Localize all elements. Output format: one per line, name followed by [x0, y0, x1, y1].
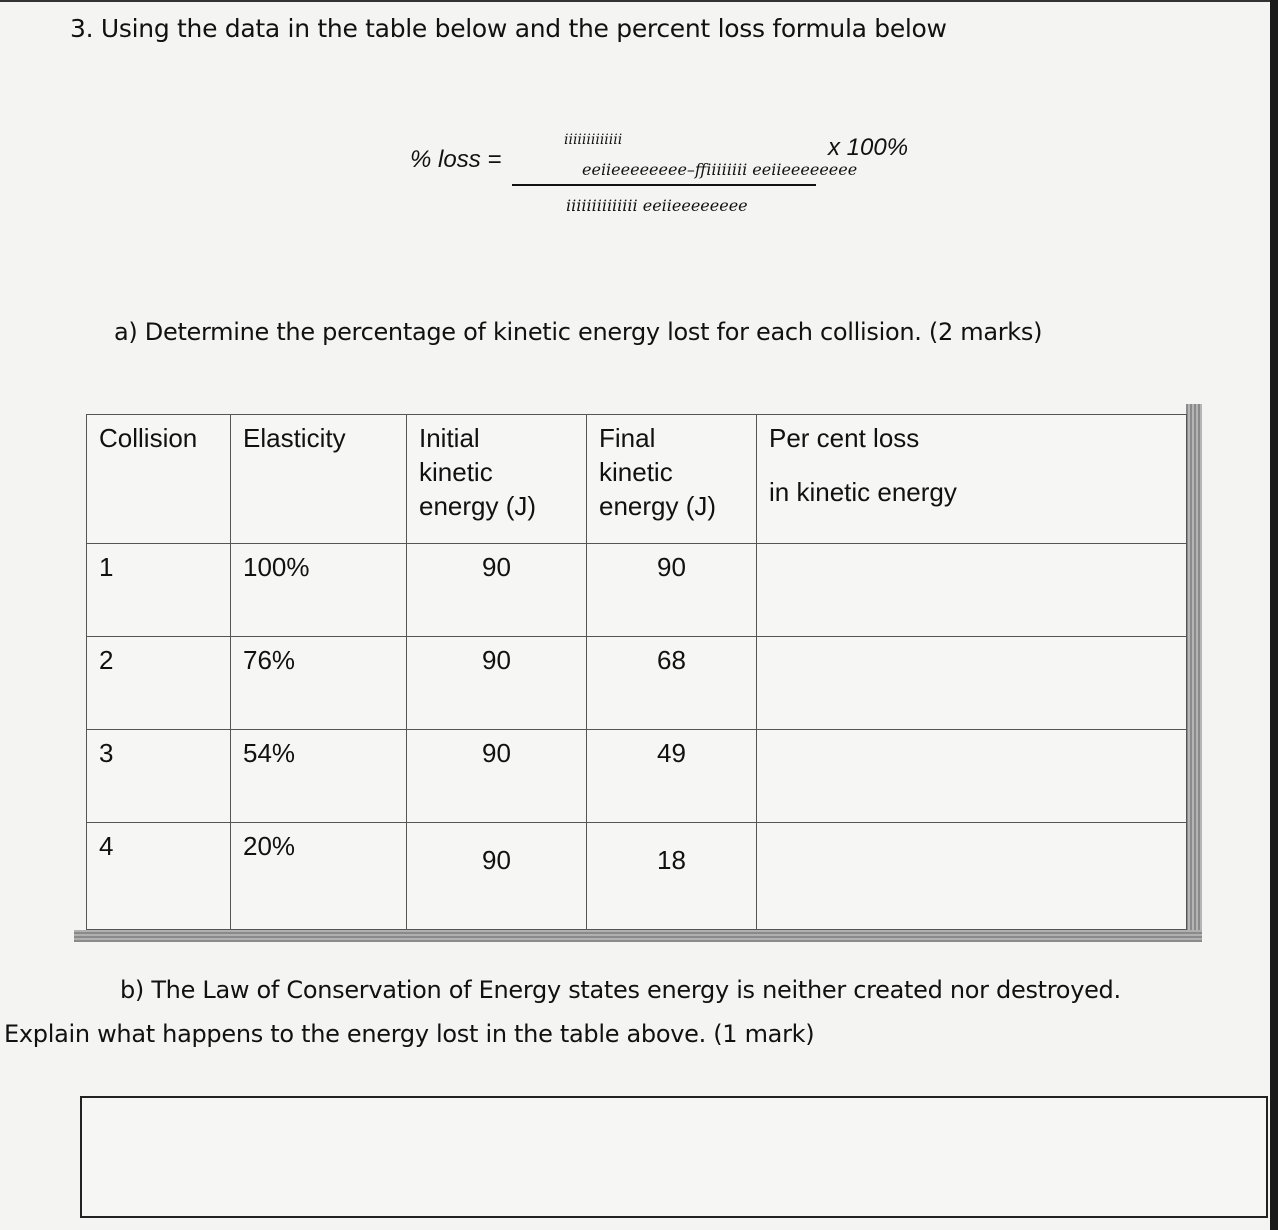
- cell-percent-loss-answer[interactable]: [757, 823, 1187, 930]
- header-final-line-1: Final: [599, 423, 656, 453]
- collision-data-table: [86, 414, 1187, 930]
- table-row: [87, 544, 1187, 637]
- table-row: [87, 637, 1187, 730]
- table-header-row: [87, 415, 1187, 544]
- cell-initial-ke: 90: [407, 823, 587, 930]
- cell-collision: 2: [87, 637, 231, 730]
- header-elasticity: Elasticity: [231, 415, 407, 544]
- collision-table-wrapper: [86, 414, 1186, 898]
- header-final-line-3: energy (J): [599, 491, 717, 521]
- header-initial-line-3: energy (J): [419, 491, 537, 521]
- question-title: 3. Using the data in the table below and the percent loss formula below: [70, 14, 947, 43]
- part-b-statement: b) The Law of Conservation of Energy states energy is neither created nor destroyed.: [120, 976, 1121, 1004]
- cell-elasticity: 76%: [231, 637, 407, 730]
- header-loss-line-1: Per cent loss: [769, 423, 920, 453]
- cell-final-ke: 18: [587, 823, 757, 930]
- cell-elasticity: 100%: [231, 544, 407, 637]
- cell-percent-loss-answer[interactable]: [757, 730, 1187, 823]
- table-scan-shadow-right: [1186, 404, 1202, 942]
- cell-initial-ke: 90: [407, 730, 587, 823]
- cell-collision: 1: [87, 544, 231, 637]
- formula-multiplier: x 100%: [828, 134, 909, 161]
- formula-label: % loss =: [410, 146, 502, 173]
- page-right-edge: [1270, 0, 1278, 1230]
- cell-elasticity: 20%: [231, 823, 407, 930]
- cell-initial-ke: 90: [407, 637, 587, 730]
- header-collision: Collision: [87, 415, 231, 544]
- formula-numerator-top: iiiiiiiiiiiii: [564, 132, 623, 148]
- header-loss-gap: [769, 455, 1174, 475]
- cell-final-ke: 68: [587, 637, 757, 730]
- cell-collision: 3: [87, 730, 231, 823]
- header-final-line-2: kinetic: [599, 457, 673, 487]
- part-a-instruction: a) Determine the percentage of kinetic energy lost for each collision. (2 marks): [114, 318, 1043, 346]
- top-border-rule: [0, 0, 1278, 12]
- header-initial-line-2: kinetic: [419, 457, 493, 487]
- cell-initial-ke: 90: [407, 544, 587, 637]
- cell-elasticity: 54%: [231, 730, 407, 823]
- header-percent-loss: [757, 415, 1187, 544]
- percent-loss-formula: [410, 128, 930, 228]
- table-row: [87, 730, 1187, 823]
- cell-final-ke: 90: [587, 544, 757, 637]
- table-row: [87, 823, 1187, 930]
- cell-collision: 4: [87, 823, 231, 930]
- header-final-ke: [587, 415, 757, 544]
- formula-numerator: eeiieeeeeeee–ffiiiiiiii eeiieeeeeeee: [582, 160, 858, 179]
- formula-fraction-bar: [512, 184, 816, 186]
- cell-final-ke: 49: [587, 730, 757, 823]
- header-loss-line-2: in kinetic energy: [769, 477, 957, 507]
- cell-percent-loss-answer[interactable]: [757, 544, 1187, 637]
- part-b-instruction: Explain what happens to the energy lost in the table above. (1 mark): [4, 1020, 815, 1048]
- part-b-answer-box[interactable]: [80, 1096, 1268, 1218]
- cell-percent-loss-answer[interactable]: [757, 637, 1187, 730]
- header-initial-ke: [407, 415, 587, 544]
- header-initial-line-1: Initial: [419, 423, 480, 453]
- formula-denominator: iiiiiiiiiiiiii eeiieeeeeeee: [566, 196, 748, 215]
- table-scan-shadow-bottom: [74, 930, 1202, 942]
